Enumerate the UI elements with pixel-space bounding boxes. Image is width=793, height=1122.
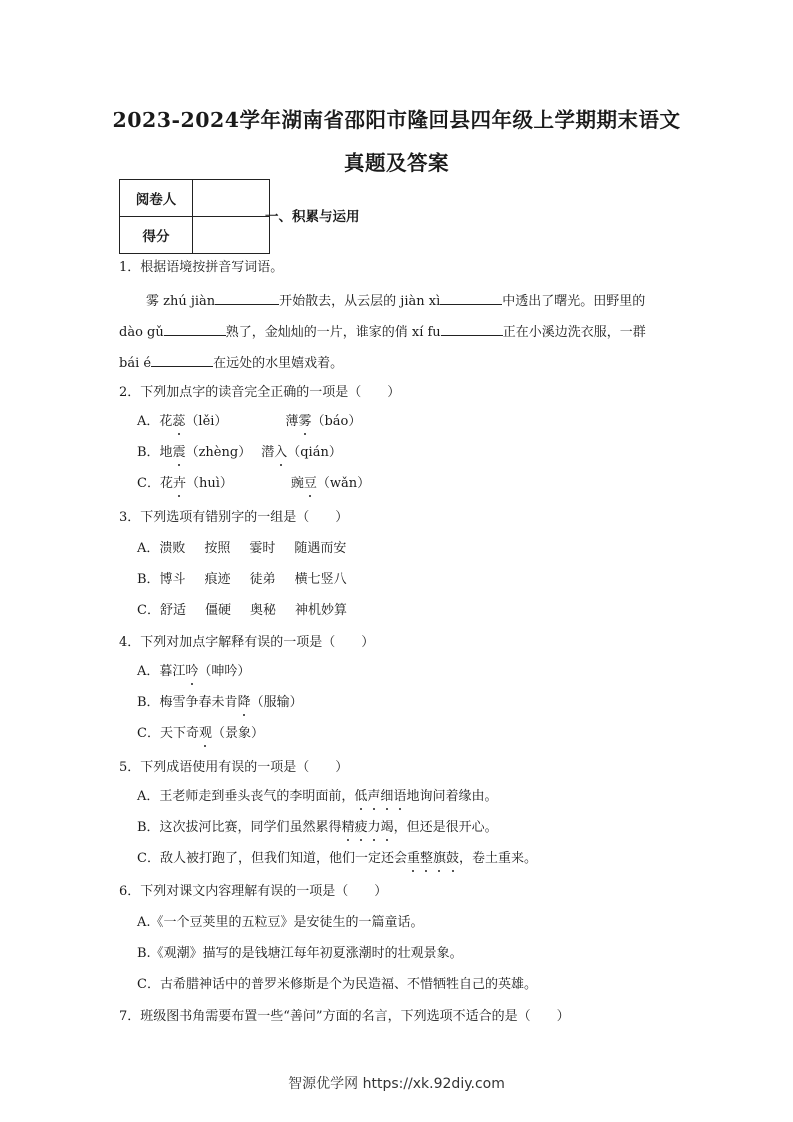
dotted-char: 细 xyxy=(380,789,394,804)
q5-option-a xyxy=(137,789,497,805)
answer-blank[interactable] xyxy=(164,323,226,336)
footer-watermark: 智源优学网 https://xk.92diy.com xyxy=(288,1076,505,1092)
opt-text: （wǎn） xyxy=(316,476,371,491)
word: B．博斗 xyxy=(137,572,186,587)
opt-text: 薄 xyxy=(285,414,299,429)
question-1-line-3 xyxy=(119,354,343,372)
q1-text: 正在小溪边洗衣服，一群 xyxy=(502,325,646,340)
q2-option-b xyxy=(137,445,342,461)
question-1-stem: 1．根据语境按拼音写词语。 xyxy=(119,260,284,275)
word: 神机妙算 xyxy=(294,603,347,618)
q5-option-b xyxy=(137,820,498,836)
q6-option-c: C．古希腊神话中的普罗米修斯是个为民造福、不惜牺牲自己的英雄。 xyxy=(137,977,537,992)
question-2-stem: 2．下列加点字的读音完全正确的一项是（ ） xyxy=(119,385,401,400)
opt-text: B．这次拔河比赛，同学们虽然累得 xyxy=(137,820,342,835)
q1-text: dào gǔ xyxy=(119,325,164,340)
question-5-stem: 5．下列成语使用有误的一项是（ ） xyxy=(119,760,349,775)
dotted-char: 鼓 xyxy=(446,851,460,866)
word: A．溃败 xyxy=(137,541,186,556)
document-title-line2: 真题及答案 xyxy=(344,151,449,175)
question-7-stem: 7．班级图书角需要布置一些“善问”方面的名言，下列选项不适合的是（ ） xyxy=(119,1009,570,1024)
q5-option-c xyxy=(137,851,537,867)
question-6-stem: 6．下列对课文内容理解有误的一项是（ ） xyxy=(119,884,388,899)
answer-blank[interactable] xyxy=(440,292,502,305)
dotted-char: 力 xyxy=(367,820,381,835)
dotted-char: 声 xyxy=(367,789,381,804)
opt-text: A．花 xyxy=(137,414,173,429)
dotted-char: 蕊 xyxy=(172,414,186,429)
dotted-phrase xyxy=(354,789,406,804)
dotted-char: 精 xyxy=(341,820,355,835)
q3-option-c xyxy=(137,603,347,619)
opt-text: （呻吟） xyxy=(198,664,251,679)
dotted-char: 卉 xyxy=(172,476,186,491)
q1-text: 在远处的水里嬉戏着。 xyxy=(213,356,344,371)
opt-text: C．天下奇 xyxy=(137,726,199,741)
dotted-char: 重 xyxy=(406,851,420,866)
q4-option-a xyxy=(137,664,250,680)
dotted-char: 入 xyxy=(274,445,288,460)
dotted-char: 疲 xyxy=(354,820,368,835)
q1-text: 熟了，金灿灿的一片，谁家的俏 xí fu xyxy=(225,325,441,340)
q4-option-b xyxy=(137,695,303,711)
opt-text: （zhèng） xyxy=(185,445,252,460)
word: 霎时 xyxy=(249,541,276,556)
dotted-char: 震 xyxy=(172,445,186,460)
dotted-phrase xyxy=(342,820,394,835)
opt-text: A．暮江 xyxy=(137,664,186,679)
opt-text: （lěi） xyxy=(185,414,228,429)
answer-blank[interactable] xyxy=(215,292,279,305)
opt-text: 豌 xyxy=(290,476,304,491)
opt-text: （服输） xyxy=(250,695,303,710)
opt-text: ，但还是很开心。 xyxy=(393,820,498,835)
word: 徒弟 xyxy=(249,572,276,587)
opt-text: C．花 xyxy=(137,476,173,491)
answer-blank[interactable] xyxy=(441,323,503,336)
dotted-char: 雾 xyxy=(298,414,312,429)
score-cell xyxy=(193,217,270,254)
score-label: 得分 xyxy=(120,217,193,254)
q2-option-a xyxy=(137,414,361,430)
question-1-line-2 xyxy=(119,323,646,341)
question-4-stem: 4．下列对加点字解释有误的一项是（ ） xyxy=(119,635,375,650)
opt-text: ，卷土重来。 xyxy=(459,851,538,866)
word: 奥秘 xyxy=(249,603,276,618)
q1-text: bái é xyxy=(119,356,152,371)
reviewer-label: 阅卷人 xyxy=(120,180,193,217)
opt-text: 地询问着缘由。 xyxy=(406,789,498,804)
q2-option-c xyxy=(137,476,370,492)
q4-option-c xyxy=(137,726,264,742)
word: 按照 xyxy=(204,541,231,556)
dotted-char: 低 xyxy=(354,789,368,804)
dotted-char: 旗 xyxy=(432,851,446,866)
dotted-char: 观 xyxy=(198,726,212,741)
document-title-line1: 2023-2024学年湖南省邵阳市隆回县四年级上学期期末语文 xyxy=(112,108,681,132)
dotted-char: 竭 xyxy=(380,820,394,835)
q3-option-b xyxy=(137,572,347,588)
q1-text: 开始散去，从云层的 jiàn xì xyxy=(279,294,441,309)
question-1-line-1 xyxy=(146,292,645,310)
dotted-char: 语 xyxy=(393,789,407,804)
score-table xyxy=(119,179,270,254)
dotted-phrase xyxy=(407,851,459,866)
dotted-char: 豆 xyxy=(303,476,317,491)
word: 僵硬 xyxy=(204,603,231,618)
q1-text: 雾 zhú jiàn xyxy=(146,294,216,309)
opt-text: （báo） xyxy=(311,414,362,429)
opt-text: B．梅雪争春未肯 xyxy=(137,695,238,710)
dotted-char: 整 xyxy=(419,851,433,866)
opt-text: （qián） xyxy=(287,445,342,460)
opt-text: B．地 xyxy=(137,445,173,460)
q6-option-a: A.《一个豆荚里的五粒豆》是安徒生的一篇童话。 xyxy=(137,915,424,930)
section-heading: 一、积累与运用 xyxy=(265,209,360,225)
question-3-stem: 3．下列选项有错别字的一组是（ ） xyxy=(119,510,349,525)
opt-text: A．王老师走到垂头丧气的李明面前， xyxy=(137,789,355,804)
dotted-char: 降 xyxy=(237,695,251,710)
opt-text: 潜 xyxy=(261,445,275,460)
q3-option-a xyxy=(137,541,346,557)
word: 随遇而安 xyxy=(294,541,347,556)
opt-text: （huì） xyxy=(185,476,233,491)
q6-option-b: B.《观潮》描写的是钱塘江每年初夏涨潮时的壮观景象。 xyxy=(137,946,463,961)
word: 痕迹 xyxy=(204,572,231,587)
opt-text: （景象） xyxy=(211,726,264,741)
word: 横七竖八 xyxy=(294,572,347,587)
answer-blank[interactable] xyxy=(151,354,213,367)
reviewer-cell xyxy=(193,180,270,217)
dotted-char: 吟 xyxy=(185,664,199,679)
q1-text: 中透出了曙光。田野里的 xyxy=(502,294,646,309)
opt-text: C．敌人被打跑了，但我们知道，他们一定还会 xyxy=(137,851,407,866)
word: C．舒适 xyxy=(137,603,186,618)
